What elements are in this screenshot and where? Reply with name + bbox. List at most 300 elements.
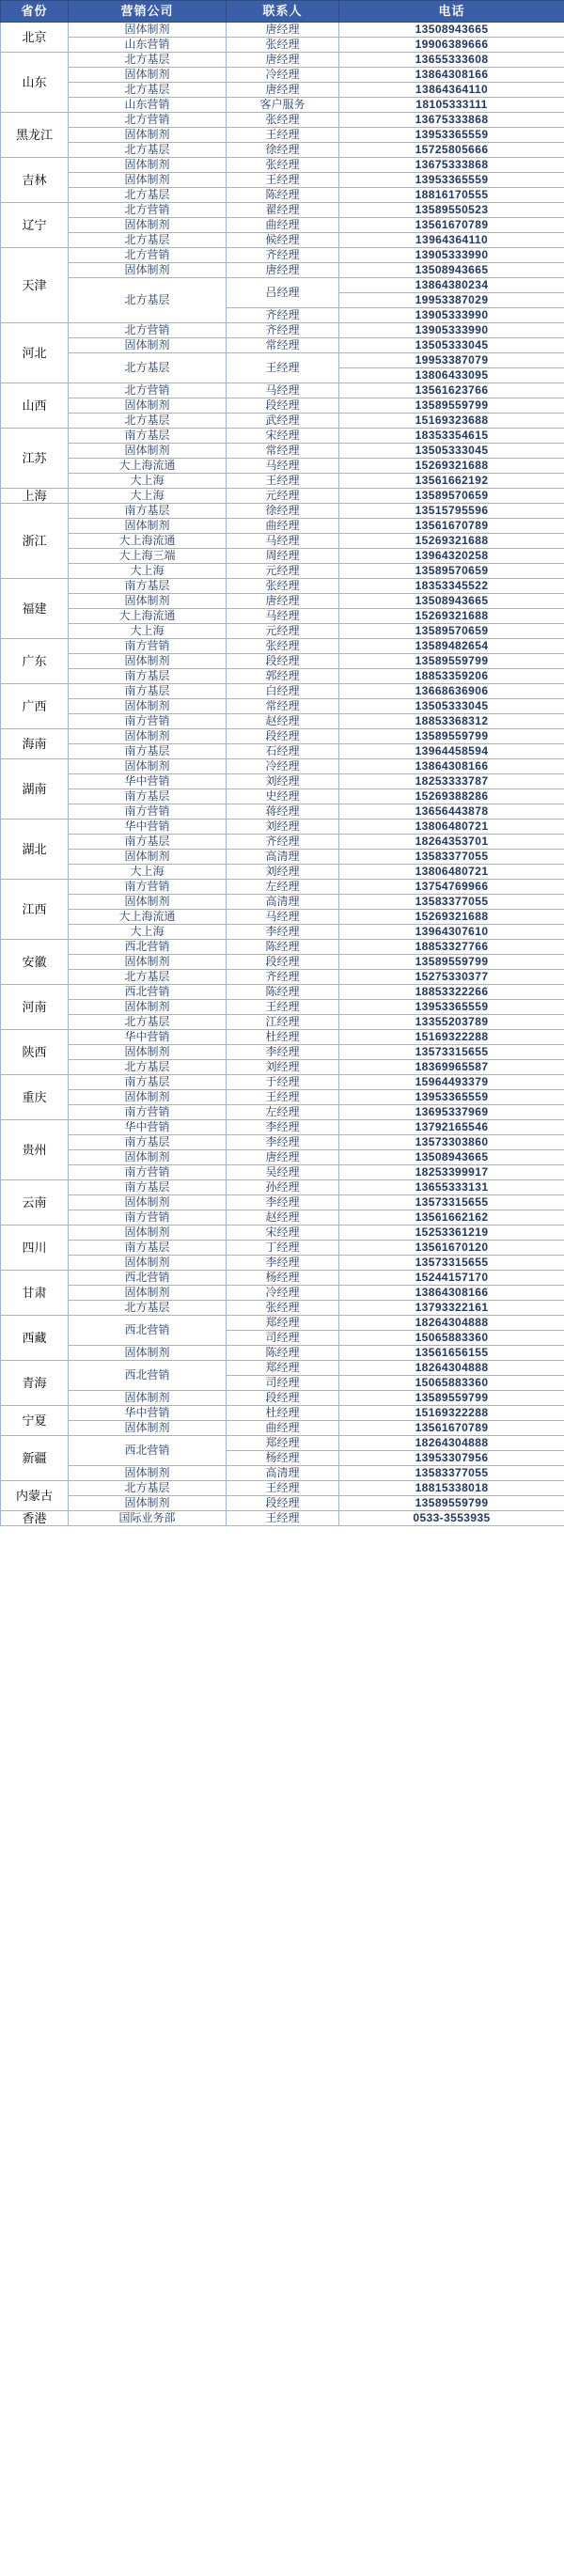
company-cell: 华中营销	[69, 1030, 227, 1045]
company-cell: 南方基层	[69, 1075, 227, 1090]
province-cell: 四川	[1, 1226, 69, 1271]
phone-cell[interactable]: 13953365559	[339, 1000, 564, 1015]
company-cell: 南方基层	[69, 429, 227, 444]
company-cell: 固体制剂	[69, 654, 227, 669]
company-cell: 大上海流通	[69, 534, 227, 549]
table-row	[1, 1436, 564, 1451]
phone-cell[interactable]: 13806480721	[339, 865, 564, 880]
phone-cell[interactable]: 13505333045	[339, 444, 564, 459]
contact-cell: 马经理	[227, 383, 339, 398]
table-row	[1, 53, 564, 68]
company-cell: 固体制剂	[69, 68, 227, 83]
contact-cell: 冷经理	[227, 1286, 339, 1301]
contact-cell: 司经理	[227, 1376, 339, 1391]
phone-cell[interactable]: 15065883360	[339, 1376, 564, 1391]
table-row	[1, 444, 564, 459]
phone-cell[interactable]: 15725805666	[339, 143, 564, 158]
company-cell: 华中营销	[69, 1120, 227, 1135]
phone-cell[interactable]: 18853359206	[339, 669, 564, 684]
company-cell: 华中营销	[69, 774, 227, 789]
table-row	[1, 759, 564, 774]
phone-cell[interactable]: 13864308166	[339, 68, 564, 83]
phone-cell[interactable]: 13589559799	[339, 1391, 564, 1406]
company-cell: 固体制剂	[69, 1256, 227, 1271]
table-row	[1, 1210, 564, 1226]
province-cell: 上海	[1, 489, 69, 504]
phone-cell[interactable]: 13953365559	[339, 1090, 564, 1105]
phone-cell[interactable]: 0533-3553935	[339, 1511, 564, 1526]
company-cell: 南方基层	[69, 1180, 227, 1195]
phone-cell[interactable]: 13695337969	[339, 1105, 564, 1120]
province-cell: 云南	[1, 1180, 69, 1226]
company-cell: 北方基层	[69, 143, 227, 158]
contact-cell: 丁经理	[227, 1241, 339, 1256]
company-cell: 固体制剂	[69, 759, 227, 774]
company-cell: 西北营销	[69, 985, 227, 1000]
column-header-province: 省份	[1, 1, 69, 23]
contact-cell: 张经理	[227, 38, 339, 53]
table-row	[1, 940, 564, 955]
table-row	[1, 1391, 564, 1406]
company-cell: 固体制剂	[69, 1045, 227, 1060]
company-cell: 大上海	[69, 489, 227, 504]
phone-cell[interactable]: 13953365559	[339, 128, 564, 143]
phone-cell[interactable]: 13515795596	[339, 504, 564, 519]
company-cell: 北方基层	[69, 970, 227, 985]
company-cell: 固体制剂	[69, 1421, 227, 1436]
table-row	[1, 985, 564, 1000]
company-cell: 北方基层	[69, 1060, 227, 1075]
contact-cell: 赵经理	[227, 714, 339, 729]
phone-cell[interactable]: 13668636906	[339, 684, 564, 699]
table-row	[1, 1015, 564, 1030]
company-cell: 南方基层	[69, 684, 227, 699]
province-cell: 甘肃	[1, 1271, 69, 1316]
phone-cell[interactable]: 13573315655	[339, 1256, 564, 1271]
phone-cell[interactable]: 13806433095	[339, 368, 564, 383]
contact-cell: 段经理	[227, 398, 339, 414]
company-cell: 固体制剂	[69, 895, 227, 910]
table-row	[1, 699, 564, 714]
company-cell: 北方营销	[69, 113, 227, 128]
table-row	[1, 1090, 564, 1105]
contact-cell: 元经理	[227, 624, 339, 639]
phone-cell[interactable]: 18264304888	[339, 1436, 564, 1451]
company-cell: 固体制剂	[69, 158, 227, 173]
company-cell: 固体制剂	[69, 1286, 227, 1301]
company-cell: 北方营销	[69, 248, 227, 263]
phone-cell[interactable]: 13589482654	[339, 639, 564, 654]
contact-cell: 江经理	[227, 1015, 339, 1030]
company-cell: 北方基层	[69, 83, 227, 98]
contact-cell: 刘经理	[227, 865, 339, 880]
phone-cell[interactable]: 18264304888	[339, 1361, 564, 1376]
company-cell: 南方基层	[69, 504, 227, 519]
phone-cell[interactable]: 13573315655	[339, 1195, 564, 1210]
phone-cell[interactable]: 13355203789	[339, 1015, 564, 1030]
contact-cell: 王经理	[227, 1481, 339, 1496]
contact-cell: 王经理	[227, 474, 339, 489]
contact-cell: 吴经理	[227, 1165, 339, 1180]
table-row	[1, 789, 564, 804]
contact-cell: 武经理	[227, 414, 339, 429]
table-row	[1, 1226, 564, 1241]
contact-cell: 唐经理	[227, 1150, 339, 1165]
contact-cell: 高清理	[227, 1466, 339, 1481]
table-row	[1, 429, 564, 444]
phone-cell[interactable]: 13561623766	[339, 383, 564, 398]
table-row	[1, 353, 564, 368]
contact-cell: 段经理	[227, 1391, 339, 1406]
phone-cell[interactable]: 13589570659	[339, 624, 564, 639]
phone-cell[interactable]: 15253361219	[339, 1226, 564, 1241]
table-row	[1, 1406, 564, 1421]
phone-cell[interactable]: 13583377055	[339, 850, 564, 865]
table-row	[1, 910, 564, 925]
province-cell: 香港	[1, 1511, 69, 1526]
table-row	[1, 323, 564, 338]
phone-cell[interactable]: 13589550523	[339, 203, 564, 218]
table-row	[1, 895, 564, 910]
table-row	[1, 1075, 564, 1090]
phone-cell[interactable]: 13964307610	[339, 925, 564, 940]
phone-cell[interactable]: 13864308166	[339, 759, 564, 774]
company-cell: 固体制剂	[69, 699, 227, 714]
phone-cell[interactable]: 15275330377	[339, 970, 564, 985]
company-cell: 西北营销	[69, 1361, 227, 1391]
table-row	[1, 1481, 564, 1496]
table-row	[1, 519, 564, 534]
contact-cell: 翟经理	[227, 203, 339, 218]
phone-cell[interactable]: 13864308166	[339, 1286, 564, 1301]
contact-cell: 陈经理	[227, 188, 339, 203]
phone-cell[interactable]: 13589570659	[339, 564, 564, 579]
phone-cell[interactable]: 13573315655	[339, 1045, 564, 1060]
phone-cell[interactable]: 13589559799	[339, 955, 564, 970]
phone-cell[interactable]: 13589559799	[339, 1496, 564, 1511]
province-cell: 山东	[1, 53, 69, 113]
phone-cell[interactable]: 13505333045	[339, 699, 564, 714]
company-cell: 南方基层	[69, 669, 227, 684]
table-row	[1, 173, 564, 188]
table-row	[1, 218, 564, 233]
phone-cell[interactable]: 13964458594	[339, 744, 564, 759]
phone-cell[interactable]: 18353354615	[339, 429, 564, 444]
table-row	[1, 203, 564, 218]
company-cell: 南方营销	[69, 639, 227, 654]
phone-cell[interactable]: 18853368312	[339, 714, 564, 729]
company-cell: 大上海	[69, 474, 227, 489]
company-cell: 北方基层	[69, 53, 227, 68]
contact-cell: 候经理	[227, 233, 339, 248]
table-header	[1, 1, 564, 23]
table-row	[1, 1466, 564, 1481]
contact-cell: 杨经理	[227, 1271, 339, 1286]
company-cell: 固体制剂	[69, 1346, 227, 1361]
table-row	[1, 714, 564, 729]
contact-cell: 段经理	[227, 1496, 339, 1511]
phone-cell[interactable]: 15169323688	[339, 414, 564, 429]
table-row	[1, 564, 564, 579]
contact-cell: 陈经理	[227, 940, 339, 955]
table-row	[1, 1120, 564, 1135]
phone-cell[interactable]: 13561662192	[339, 474, 564, 489]
company-cell: 南方营销	[69, 880, 227, 895]
table-row	[1, 1060, 564, 1075]
phone-cell[interactable]: 13508943665	[339, 594, 564, 609]
company-cell: 南方营销	[69, 714, 227, 729]
table-row	[1, 398, 564, 414]
phone-cell[interactable]: 18816170555	[339, 188, 564, 203]
phone-cell[interactable]: 13508943665	[339, 263, 564, 278]
contact-cell: 郑经理	[227, 1436, 339, 1451]
table-row	[1, 639, 564, 654]
contact-cell: 郭经理	[227, 669, 339, 684]
contact-cell: 宋经理	[227, 429, 339, 444]
company-cell: 固体制剂	[69, 1496, 227, 1511]
table-row	[1, 338, 564, 353]
phone-cell[interactable]: 18264353701	[339, 835, 564, 850]
company-cell: 北方营销	[69, 323, 227, 338]
phone-cell[interactable]: 13793322161	[339, 1301, 564, 1316]
company-cell: 西北营销	[69, 940, 227, 955]
province-cell: 西藏	[1, 1316, 69, 1361]
company-cell: 北方营销	[69, 383, 227, 398]
company-cell: 固体制剂	[69, 1090, 227, 1105]
phone-cell[interactable]: 13505333045	[339, 338, 564, 353]
table-row	[1, 594, 564, 609]
table-row	[1, 1030, 564, 1045]
company-cell: 大上海流通	[69, 459, 227, 474]
phone-cell[interactable]: 13583377055	[339, 1466, 564, 1481]
phone-cell[interactable]: 13583377055	[339, 895, 564, 910]
contact-cell: 史经理	[227, 789, 339, 804]
phone-cell[interactable]: 13561656155	[339, 1346, 564, 1361]
phone-cell[interactable]: 15964493379	[339, 1075, 564, 1090]
company-cell: 大上海	[69, 925, 227, 940]
table-row	[1, 1511, 564, 1526]
phone-cell[interactable]: 13953307956	[339, 1451, 564, 1466]
phone-cell[interactable]: 13792165546	[339, 1120, 564, 1135]
phone-cell[interactable]: 13675333868	[339, 113, 564, 128]
contact-cell: 段经理	[227, 654, 339, 669]
company-cell: 西北营销	[69, 1436, 227, 1466]
phone-cell[interactable]: 13508943665	[339, 1150, 564, 1165]
phone-cell[interactable]: 19906389666	[339, 38, 564, 53]
contact-cell: 王经理	[227, 1511, 339, 1526]
company-cell: 南方营销	[69, 804, 227, 820]
province-cell: 湖北	[1, 820, 69, 880]
phone-cell[interactable]: 18105333111	[339, 98, 564, 113]
table-row	[1, 1195, 564, 1210]
table-row	[1, 113, 564, 128]
table-row	[1, 865, 564, 880]
phone-cell[interactable]: 13905333990	[339, 248, 564, 263]
company-cell: 固体制剂	[69, 338, 227, 353]
phone-cell[interactable]: 13508943665	[339, 23, 564, 38]
contact-cell: 郑经理	[227, 1316, 339, 1331]
contact-cell: 左经理	[227, 880, 339, 895]
company-cell: 固体制剂	[69, 263, 227, 278]
table-row	[1, 1271, 564, 1286]
table-row	[1, 383, 564, 398]
phone-cell[interactable]: 13953365559	[339, 173, 564, 188]
company-cell: 大上海	[69, 564, 227, 579]
contact-cell: 曲经理	[227, 218, 339, 233]
contact-cell: 王经理	[227, 128, 339, 143]
phone-cell[interactable]: 15269321688	[339, 609, 564, 624]
phone-cell[interactable]: 13589559799	[339, 654, 564, 669]
contact-cell: 孙经理	[227, 1180, 339, 1195]
company-cell: 国际业务部	[69, 1511, 227, 1526]
phone-cell[interactable]: 15169322288	[339, 1406, 564, 1421]
phone-cell[interactable]: 18264304888	[339, 1316, 564, 1331]
contact-cell: 段经理	[227, 729, 339, 744]
province-cell: 广西	[1, 684, 69, 729]
contact-cell: 蒋经理	[227, 804, 339, 820]
phone-cell[interactable]: 13806480721	[339, 820, 564, 835]
phone-cell[interactable]: 13561670789	[339, 218, 564, 233]
province-cell: 海南	[1, 729, 69, 759]
phone-cell[interactable]: 13561670789	[339, 1421, 564, 1436]
phone-cell[interactable]: 15269388286	[339, 789, 564, 804]
province-cell: 安徽	[1, 940, 69, 985]
company-cell: 北方基层	[69, 233, 227, 248]
province-cell: 重庆	[1, 1075, 69, 1120]
company-cell: 固体制剂	[69, 729, 227, 744]
contact-cell: 陈经理	[227, 985, 339, 1000]
phone-cell[interactable]: 13905333990	[339, 323, 564, 338]
province-cell: 天津	[1, 248, 69, 323]
table-row	[1, 1045, 564, 1060]
company-cell: 西北营销	[69, 1271, 227, 1286]
table-row	[1, 1000, 564, 1015]
phone-cell[interactable]: 13561670789	[339, 519, 564, 534]
contact-cell: 冷经理	[227, 68, 339, 83]
table-row	[1, 143, 564, 158]
phone-cell[interactable]: 13964364110	[339, 233, 564, 248]
table-row	[1, 925, 564, 940]
company-cell: 南方基层	[69, 1135, 227, 1150]
phone-cell[interactable]: 18369965587	[339, 1060, 564, 1075]
contact-cell: 张经理	[227, 113, 339, 128]
contact-cell: 左经理	[227, 1105, 339, 1120]
column-header-company: 营销公司	[69, 1, 227, 23]
phone-cell[interactable]: 15269321688	[339, 459, 564, 474]
contact-cell: 司经理	[227, 1331, 339, 1346]
contact-cell: 徐经理	[227, 143, 339, 158]
contact-cell: 王经理	[227, 353, 339, 383]
contact-cell: 杜经理	[227, 1030, 339, 1045]
company-cell: 固体制剂	[69, 1150, 227, 1165]
contact-cell: 陈经理	[227, 1346, 339, 1361]
company-cell: 华中营销	[69, 820, 227, 835]
table-body	[1, 23, 564, 1526]
phone-cell[interactable]: 15169322288	[339, 1030, 564, 1045]
company-cell: 固体制剂	[69, 23, 227, 38]
contact-cell: 张经理	[227, 579, 339, 594]
contact-cell: 元经理	[227, 564, 339, 579]
phone-cell[interactable]: 19953387079	[339, 353, 564, 368]
contact-cell: 吕经理	[227, 278, 339, 308]
company-cell: 北方基层	[69, 414, 227, 429]
contact-cell: 张经理	[227, 158, 339, 173]
phone-cell[interactable]: 18853322266	[339, 985, 564, 1000]
table-row	[1, 504, 564, 519]
province-cell: 吉林	[1, 158, 69, 203]
table-row	[1, 188, 564, 203]
phone-cell[interactable]: 18353345522	[339, 579, 564, 594]
phone-cell[interactable]: 13561670120	[339, 1241, 564, 1256]
contact-cell: 刘经理	[227, 774, 339, 789]
company-cell: 北方营销	[69, 203, 227, 218]
phone-cell[interactable]: 13589559799	[339, 398, 564, 414]
company-cell: 固体制剂	[69, 218, 227, 233]
phone-cell[interactable]: 13655333608	[339, 53, 564, 68]
contact-cell: 石经理	[227, 744, 339, 759]
company-cell: 固体制剂	[69, 955, 227, 970]
contact-cell: 杨经理	[227, 1451, 339, 1466]
phone-cell[interactable]: 13561662162	[339, 1210, 564, 1226]
company-cell: 山东营销	[69, 38, 227, 53]
phone-cell[interactable]: 13964320258	[339, 549, 564, 564]
table-row	[1, 774, 564, 789]
table-row	[1, 233, 564, 248]
phone-cell[interactable]: 15244157170	[339, 1271, 564, 1286]
phone-cell[interactable]: 15269321688	[339, 910, 564, 925]
phone-cell[interactable]: 13655333131	[339, 1180, 564, 1195]
table-header-row	[1, 1, 564, 23]
phone-cell[interactable]: 15065883360	[339, 1331, 564, 1346]
table-row	[1, 729, 564, 744]
phone-cell[interactable]: 18253333787	[339, 774, 564, 789]
table-row	[1, 1256, 564, 1271]
table-row	[1, 278, 564, 293]
contact-cell: 王经理	[227, 1000, 339, 1015]
phone-cell[interactable]: 13864364110	[339, 83, 564, 98]
contact-cell: 李经理	[227, 1256, 339, 1271]
phone-cell[interactable]: 18853327766	[339, 940, 564, 955]
phone-cell[interactable]: 13754769966	[339, 880, 564, 895]
phone-cell[interactable]: 13864380234	[339, 278, 564, 293]
phone-cell[interactable]: 13675333868	[339, 158, 564, 173]
table-row	[1, 414, 564, 429]
company-cell: 北方基层	[69, 1015, 227, 1030]
company-cell: 北方基层	[69, 1481, 227, 1496]
phone-cell[interactable]: 19953387029	[339, 293, 564, 308]
company-cell: 固体制剂	[69, 1195, 227, 1210]
table-row	[1, 248, 564, 263]
phone-cell[interactable]: 18815338018	[339, 1481, 564, 1496]
company-cell: 固体制剂	[69, 594, 227, 609]
company-cell: 北方基层	[69, 1301, 227, 1316]
contact-cell: 王经理	[227, 173, 339, 188]
table-row	[1, 1346, 564, 1361]
phone-cell[interactable]: 13589570659	[339, 489, 564, 504]
table-row	[1, 38, 564, 53]
contact-cell: 曲经理	[227, 519, 339, 534]
phone-cell[interactable]: 13905333990	[339, 308, 564, 323]
province-cell: 新疆	[1, 1436, 69, 1481]
phone-cell[interactable]: 18253399917	[339, 1165, 564, 1180]
phone-cell[interactable]: 13656443878	[339, 804, 564, 820]
contact-cell: 齐经理	[227, 835, 339, 850]
phone-cell[interactable]: 13573303860	[339, 1135, 564, 1150]
phone-cell[interactable]: 15269321688	[339, 534, 564, 549]
phone-cell[interactable]: 13589559799	[339, 729, 564, 744]
company-cell: 固体制剂	[69, 1226, 227, 1241]
company-cell: 北方基层	[69, 353, 227, 383]
